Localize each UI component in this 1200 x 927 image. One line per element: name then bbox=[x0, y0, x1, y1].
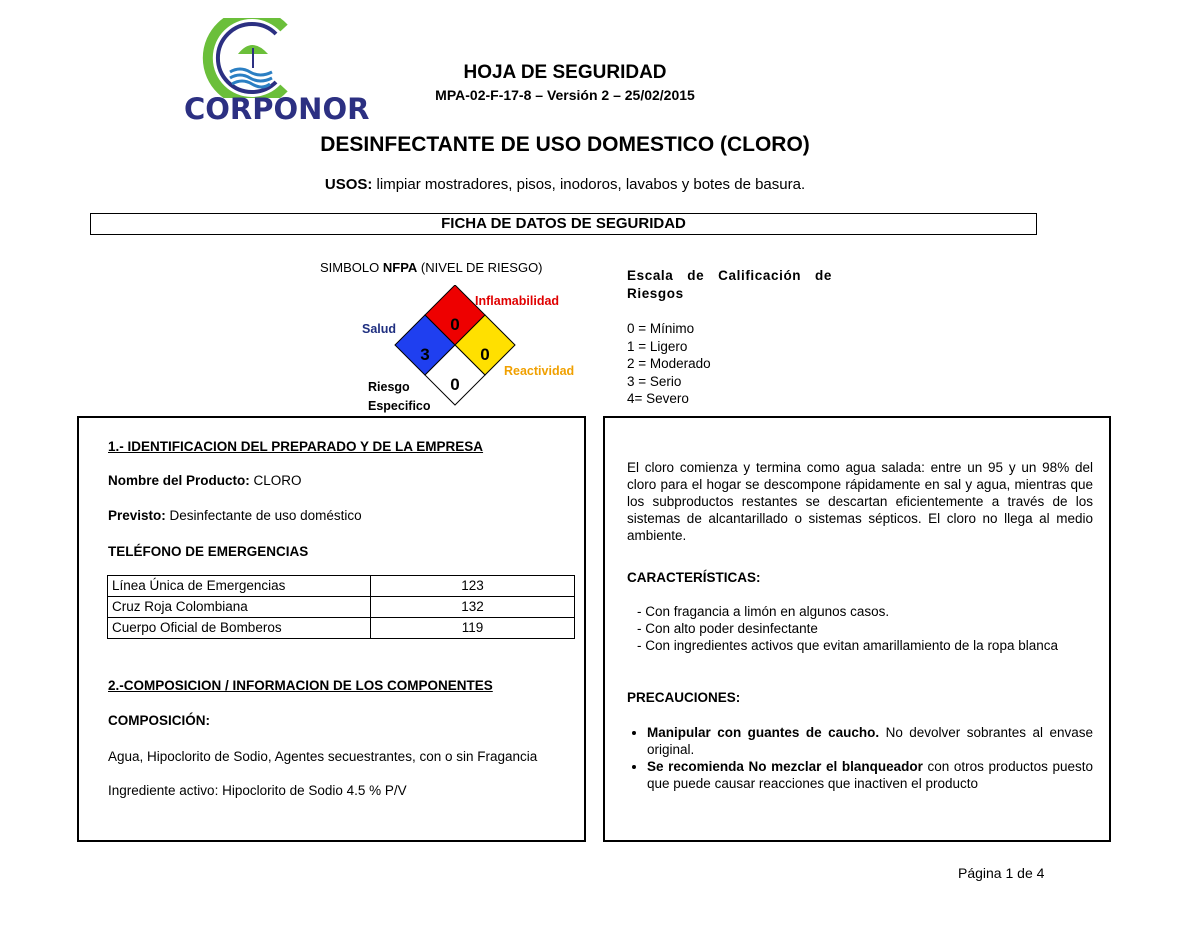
list-item: - Con alto poder desinfectante bbox=[637, 621, 818, 636]
composition-title: COMPOSICIÓN: bbox=[108, 713, 211, 728]
precautions-title: PRECAUCIONES: bbox=[627, 690, 741, 705]
document-header-title: HOJA DE SEGURIDAD bbox=[463, 62, 667, 83]
section2-title: 2.-COMPOSICION / INFORMACION DE LOS COMPONENTES bbox=[108, 678, 493, 693]
page-number: Página 1 de 4 bbox=[958, 865, 1045, 881]
phone-number: 123 bbox=[371, 576, 575, 597]
list-item: - Con ingredientes activos que evitan amarillamiento de la ropa blanca bbox=[637, 638, 1058, 653]
nfpa-label-reactividad: Reactividad bbox=[504, 364, 575, 378]
table-row bbox=[108, 576, 575, 597]
previsto-value: Desinfectante de uso doméstico bbox=[165, 508, 362, 523]
nfpa-caption-pre: SIMBOLO bbox=[320, 260, 383, 275]
product-title: DESINFECTANTE DE USO DOMESTICO (CLORO) bbox=[320, 133, 810, 156]
usos-label: USOS: bbox=[324, 176, 373, 193]
phone-name: Línea Única de Emergencias bbox=[108, 576, 371, 597]
ficha-title: FICHA DE DATOS DE SEGURIDAD bbox=[90, 213, 1037, 235]
emergency-phones-table bbox=[107, 575, 575, 639]
precautions-list bbox=[627, 724, 1093, 792]
risk-scale-title: Escala de Calificación de Riesgos bbox=[627, 268, 832, 301]
risk-scale-item: 2 = Moderado bbox=[627, 356, 711, 371]
nfpa-value-inflamabilidad: 0 bbox=[450, 315, 460, 334]
nfpa-caption-post: (NIVEL DE RIESGO) bbox=[417, 260, 543, 275]
list-item bbox=[647, 724, 1093, 758]
intro-paragraph: El cloro comienza y termina como agua salada: entre un 95 y un 98% del cloro para el hogar se descompone rápidamente en sal y agua, mientras que los subproductos restantes se descartan eficientemente a través de los sistemas de alcantarillado o sistemas sépticos. El cloro no llega al medio ambiente. bbox=[627, 460, 1093, 543]
nfpa-value-especifico: 0 bbox=[450, 375, 460, 394]
nfpa-value-reactividad: 0 bbox=[480, 345, 490, 364]
product-name-line bbox=[108, 472, 302, 489]
product-name-label: Nombre del Producto: bbox=[108, 473, 250, 488]
nfpa-value-salud: 3 bbox=[420, 345, 430, 364]
characteristics-title: CARACTERÍSTICAS: bbox=[627, 570, 761, 585]
nfpa-caption bbox=[320, 260, 543, 275]
active-ingredient: Ingrediente activo: Hipoclorito de Sodio 4.5 % P/V bbox=[108, 783, 407, 798]
precaution-bold: Se recomienda No mezclar el blanqueador bbox=[647, 759, 923, 774]
identification-panel bbox=[77, 416, 586, 842]
usos-text: limpiar mostradores, pisos, inodoros, lavabos y botes de basura. bbox=[372, 176, 806, 193]
emergency-phones-title: TELÉFONO DE EMERGENCIAS bbox=[108, 544, 309, 559]
previsto-line bbox=[108, 507, 362, 524]
characteristics-list bbox=[627, 603, 1093, 654]
nfpa-label-inflamabilidad: Inflamabilidad bbox=[475, 294, 560, 308]
phone-name: Cuerpo Oficial de Bomberos bbox=[108, 618, 371, 639]
corponor-logo bbox=[180, 18, 370, 126]
nfpa-label-riesgo: Riesgo bbox=[368, 380, 410, 394]
product-name-value: CLORO bbox=[249, 473, 302, 488]
list-item: - Con fragancia a limón en algunos casos. bbox=[637, 604, 890, 619]
composition-text: Agua, Hipoclorito de Sodio, Agentes secuestrantes, con o sin Fragancia bbox=[108, 749, 538, 764]
nfpa-label-salud: Salud bbox=[362, 322, 397, 336]
risk-scale-item: 3 = Serio bbox=[627, 373, 682, 389]
risk-scale-item: 1 = Ligero bbox=[627, 338, 688, 354]
precaution-text: No devolver sobrantes al envase original. bbox=[647, 725, 1093, 757]
characteristics-panel bbox=[603, 416, 1111, 842]
section1-title: 1.- IDENTIFICACION DEL PREPARADO Y DE LA EMPRESA bbox=[108, 439, 484, 454]
logo-emblem-icon bbox=[180, 18, 330, 98]
list-item bbox=[647, 758, 1093, 792]
phone-number: 119 bbox=[371, 618, 575, 639]
nfpa-label-especifico: Especifico bbox=[368, 399, 431, 413]
table-row bbox=[108, 597, 575, 618]
risk-scale-item: 4= Severo bbox=[627, 391, 689, 406]
logo-text: CORPONOR bbox=[184, 92, 370, 126]
nfpa-diamond bbox=[355, 285, 595, 415]
precaution-text: con otros productos puesto que puede causar reacciones que inactiven el producto bbox=[647, 759, 1093, 791]
phone-name: Cruz Roja Colombiana bbox=[108, 597, 371, 618]
document-code: MPA-02-F-17-8 – Versión 2 – 25/02/2015 bbox=[435, 87, 695, 103]
usos-line bbox=[100, 176, 1030, 193]
phone-number: 132 bbox=[371, 597, 575, 618]
previsto-label: Previsto: bbox=[108, 508, 166, 523]
nfpa-caption-bold: NFPA bbox=[382, 260, 418, 275]
precaution-bold: Manipular con guantes de caucho. bbox=[647, 725, 880, 740]
table-row bbox=[108, 618, 575, 639]
risk-scale-item: 0 = Mínimo bbox=[627, 321, 695, 336]
risk-scale bbox=[627, 267, 832, 408]
